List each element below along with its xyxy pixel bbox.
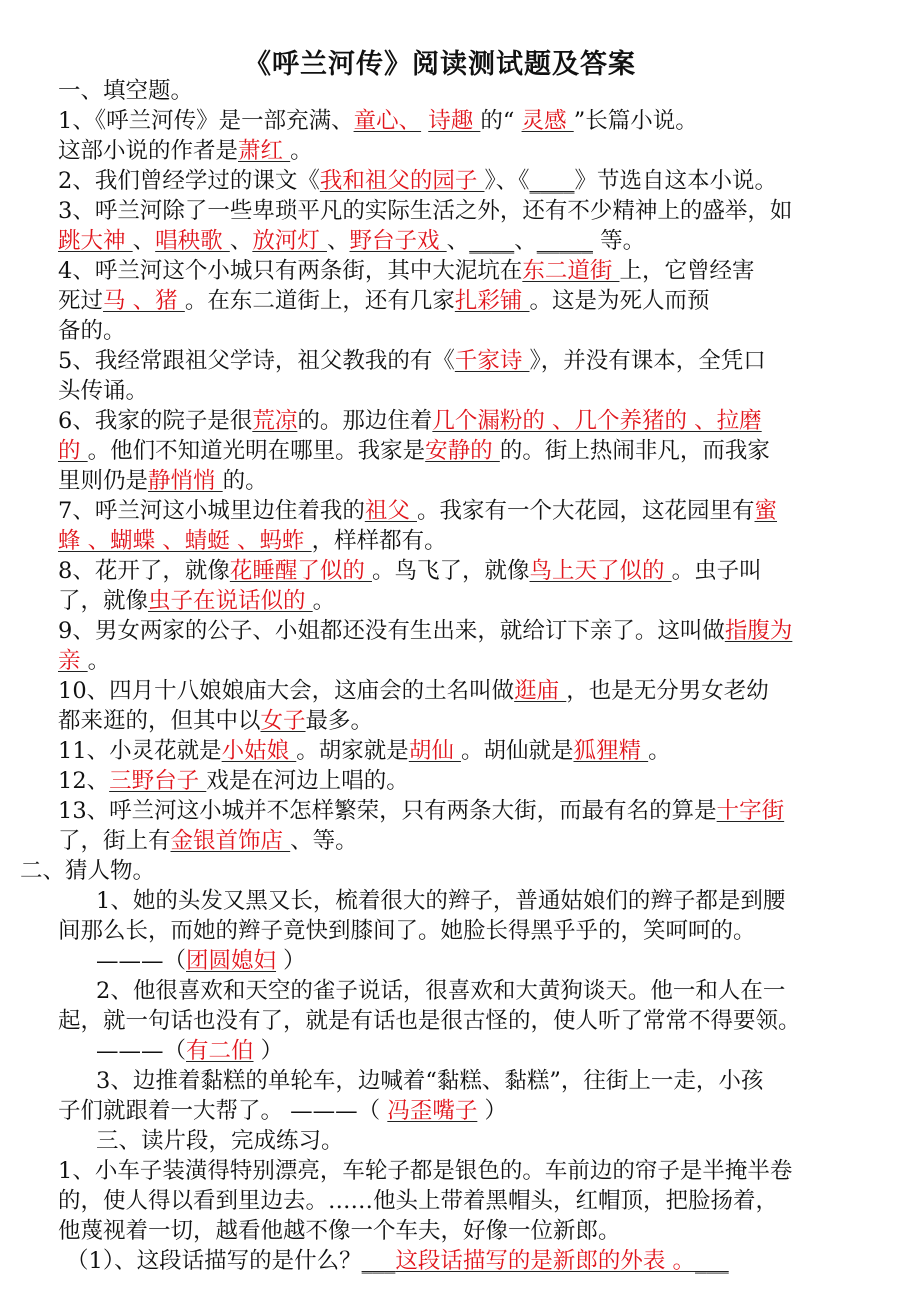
- answer-blank: ____: [529, 168, 575, 194]
- question-text: 、: [229, 228, 253, 254]
- text-line: [58, 1216, 621, 1246]
- question-text: 上，它曾经害: [619, 258, 755, 284]
- answer-text: 花睡醒了似的: [229, 558, 372, 584]
- answer-text: 诗趣: [428, 108, 481, 134]
- text-line: [58, 706, 373, 736]
- question-text: 1、《呼兰河传》是一部充满、: [58, 108, 354, 134]
- question-text: ）: [253, 1038, 284, 1064]
- text-line: [58, 676, 769, 706]
- answer-text: 唱秧歌: [155, 228, 230, 254]
- question-text: 三、读片段，完成练习。: [96, 1128, 344, 1154]
- question-text: 等。: [592, 228, 646, 254]
- answer-text: 的: [58, 438, 88, 464]
- question-text: 5、我经常跟祖父学诗，祖父教我的有《: [58, 348, 455, 374]
- question-text: 。胡仙就是: [460, 738, 574, 764]
- answer-text: 跳大神: [58, 228, 133, 254]
- question-text: 2、他很喜欢和天空的雀子说话，很喜欢和大黄狗谈天。他一和人在一: [96, 978, 786, 1004]
- question-text: 4、呼兰河这个小城只有两条街，其中大泥坑在: [58, 258, 523, 284]
- question-text: 。: [290, 138, 313, 164]
- question-text: 》，并没有课本，全凭口: [529, 348, 766, 374]
- answer-text: 荒凉: [252, 408, 298, 434]
- text-line: [58, 346, 766, 376]
- question-text: 、等。: [290, 828, 358, 854]
- answer-text: 东二道街: [522, 258, 620, 284]
- question-text: ）: [276, 948, 306, 974]
- question-text: 》、《: [484, 168, 530, 194]
- question-text: ，样样都有。: [311, 528, 447, 554]
- text-line: [58, 406, 762, 436]
- question-text: 1、小车子装潢得特别漂亮，车轮子都是银色的。车前边的帘子是半掩半卷: [58, 1158, 793, 1184]
- answer-text: 指腹为: [724, 618, 793, 644]
- question-text: 11、小灵花就是: [58, 738, 222, 764]
- question-text: 。: [648, 738, 671, 764]
- text-line: [58, 1156, 792, 1186]
- text-line: [96, 946, 306, 976]
- answer-text: 三野台子: [109, 768, 207, 794]
- question-text: 。在东二道街上，还有几家: [184, 288, 455, 314]
- answer-text: 我和祖父的园子: [319, 168, 485, 194]
- text-line: [96, 976, 785, 1006]
- question-text: 3、呼兰河除了一些卑琐平凡的实际生活之外，还有不少精神上的盛举，如: [58, 198, 793, 224]
- question-text: 都来逛的，但其中以: [58, 708, 261, 734]
- question-text: 13、呼兰河这小城并不怎样繁荣，只有两条大街，而最有名的算是: [58, 798, 717, 824]
- answer-text: 十字街: [716, 798, 785, 824]
- question-text: ）: [477, 1098, 507, 1124]
- text-line: [58, 766, 409, 796]
- text-line: [58, 616, 792, 646]
- question-text: 了，就像: [58, 588, 149, 614]
- text-line: [58, 526, 447, 556]
- question-text: 的，使人得以看到里边去。……他头上带着黑帽头，红帽顶，把脸扬着，: [58, 1188, 779, 1214]
- question-text: 备的。: [58, 318, 126, 344]
- question-text: 这部小说的作者是: [58, 138, 239, 164]
- text-line: [58, 436, 770, 466]
- text-line: [58, 76, 193, 106]
- answer-blank: ___: [694, 1248, 729, 1274]
- text-line: [58, 826, 358, 856]
- text-line: [20, 856, 155, 886]
- question-text: 2、我们曾经学过的课文《: [58, 168, 320, 194]
- answer-text: 金银首饰店: [170, 828, 291, 854]
- question-text: 8、花开了，就像: [58, 558, 230, 584]
- question-text: 、: [514, 228, 537, 254]
- answer-text: 静悄悄: [148, 468, 223, 494]
- answer-text: 虫子在说话似的: [148, 588, 313, 614]
- text-line: [58, 796, 784, 826]
- document-title: 《呼兰河传》阅读测试题及答案: [244, 49, 636, 80]
- text-line: [96, 1066, 763, 1096]
- question-text: 最多。: [305, 708, 374, 734]
- question-text: ”长篇小说。: [573, 108, 698, 134]
- text-line: [58, 256, 755, 286]
- answer-text: 逛庙: [514, 678, 567, 704]
- answer-blank: _____: [536, 228, 593, 254]
- text-line: [58, 286, 710, 316]
- question-text: 。虫子叫: [671, 558, 762, 584]
- question-text: 。他们不知道光明在哪里。我家是: [87, 438, 426, 464]
- question-text: 死过: [58, 288, 104, 314]
- answer-text: 鸟上天了似的: [529, 558, 672, 584]
- question-text: 10、四月十八娘娘庙大会，这庙会的土名叫做: [58, 678, 515, 704]
- question-text: 。这是为死人而预: [529, 288, 710, 314]
- question-text: 1、她的头发又黑又长，梳着很大的辫子，普通姑娘们的辫子都是到腰: [96, 888, 786, 914]
- question-text: ，也是无分男女老幼: [566, 678, 769, 704]
- answer-text: 狐狸精: [573, 738, 649, 764]
- question-text: 了，街上有: [58, 828, 171, 854]
- question-text: ———（: [96, 948, 187, 974]
- question-text: 戏是在河边上唱的。: [206, 768, 409, 794]
- question-text: 他蔑视着一切，越看他越不像一个车夫，好像一位新郎。: [58, 1218, 621, 1244]
- answer-text: 女子: [260, 708, 306, 734]
- text-line: [58, 496, 777, 526]
- question-text: 头传诵。: [58, 378, 149, 404]
- text-line: [58, 1006, 801, 1036]
- answer-text: 有二伯: [186, 1038, 254, 1064]
- answer-text: 胡仙: [408, 738, 461, 764]
- question-text: 起，就一句话也没有了，就是有话也是很古怪的，使人听了常常不得要领。: [58, 1008, 801, 1034]
- text-line: [58, 916, 756, 946]
- question-text: 、: [132, 228, 156, 254]
- question-text: 6、我家的院子是很: [58, 408, 253, 434]
- question-text: 的。: [222, 468, 268, 494]
- text-line: [58, 466, 268, 496]
- answer-text: 童心、: [353, 108, 422, 134]
- question-text: （1）、这段话描写的是什么？: [66, 1248, 362, 1274]
- text-line: [58, 736, 671, 766]
- answer-text: 千家诗: [454, 348, 530, 374]
- answer-blank: ____: [469, 228, 515, 254]
- answer-text: 野台子戏: [349, 228, 447, 254]
- text-line: [58, 646, 110, 676]
- question-text: 。我家有一个大花园，这花园里有: [416, 498, 755, 524]
- text-line: [58, 136, 313, 166]
- text-line: [58, 1096, 507, 1126]
- text-line: [58, 166, 777, 196]
- question-text: 子们就跟着一大帮了。 ———（: [58, 1098, 388, 1124]
- text-line: [58, 226, 645, 256]
- text-line: [58, 316, 126, 346]
- question-text: 的。那边住着: [297, 408, 433, 434]
- question-text: 间那么长，而她的辫子竟快到膝间了。她脸长得黑乎乎的，笑呵呵的。: [58, 918, 756, 944]
- question-text: 的。街上热闹非凡，而我家: [499, 438, 770, 464]
- text-line: [96, 1126, 344, 1156]
- question-text: 。鸟飞了，就像: [371, 558, 530, 584]
- text-line: [58, 106, 698, 136]
- question-text: 的“: [480, 108, 522, 134]
- text-line: [58, 1186, 778, 1216]
- answer-text: 萧红: [238, 138, 291, 164]
- answer-text: 放河灯: [252, 228, 327, 254]
- question-text: 二、猜人物。: [20, 858, 156, 884]
- answer-text: 马 、猪: [103, 288, 185, 314]
- question-text: 》节选自这本小说。: [574, 168, 778, 194]
- answer-text: 小姑娘: [221, 738, 297, 764]
- question-text: 12、: [58, 768, 110, 794]
- answer-text: 灵感: [521, 108, 574, 134]
- text-line: [58, 196, 792, 226]
- question-text: 。: [87, 648, 111, 674]
- question-text: 、: [327, 228, 350, 254]
- text-line: [96, 886, 785, 916]
- question-text: 一、填空题。: [58, 78, 194, 104]
- answer-text: 这段话描写的是新郎的外表 。: [395, 1248, 695, 1274]
- answer-text: 祖父: [364, 498, 417, 524]
- text-line: [96, 1036, 283, 1066]
- answer-text: 蜜: [754, 498, 778, 524]
- answer-text: 亲: [58, 648, 88, 674]
- text-line: [66, 1246, 729, 1276]
- question-text: 9、男女两家的公子、小姐都还没有生出来，就给订下亲了。这叫做: [58, 618, 725, 644]
- answer-blank: ___: [361, 1248, 396, 1274]
- answer-text: 团圆媳妇: [186, 948, 277, 974]
- answer-text: 冯歪嘴子: [387, 1098, 478, 1124]
- text-line: [58, 586, 335, 616]
- question-text: 。: [312, 588, 336, 614]
- question-text: 7、呼兰河这小城里边住着我的: [58, 498, 365, 524]
- question-text: 、: [446, 228, 470, 254]
- text-line: [58, 556, 762, 586]
- question-text: 。胡家就是: [296, 738, 409, 764]
- question-text: ———（: [96, 1038, 187, 1064]
- text-line: [58, 376, 148, 406]
- answer-text: 扎彩铺: [454, 288, 530, 314]
- question-text: 里则仍是: [58, 468, 149, 494]
- answer-text: 安静的: [425, 438, 500, 464]
- answer-text: 蜂 、蝴蝶 、蜻蜓 、蚂蚱: [58, 528, 312, 554]
- answer-text: 几个漏粉的 、几个养猪的 、拉磨: [432, 408, 762, 434]
- question-text: 3、边推着黏糕的单轮车，边喊着“黏糕、黏糕”，往街上一走，小孩: [96, 1068, 764, 1094]
